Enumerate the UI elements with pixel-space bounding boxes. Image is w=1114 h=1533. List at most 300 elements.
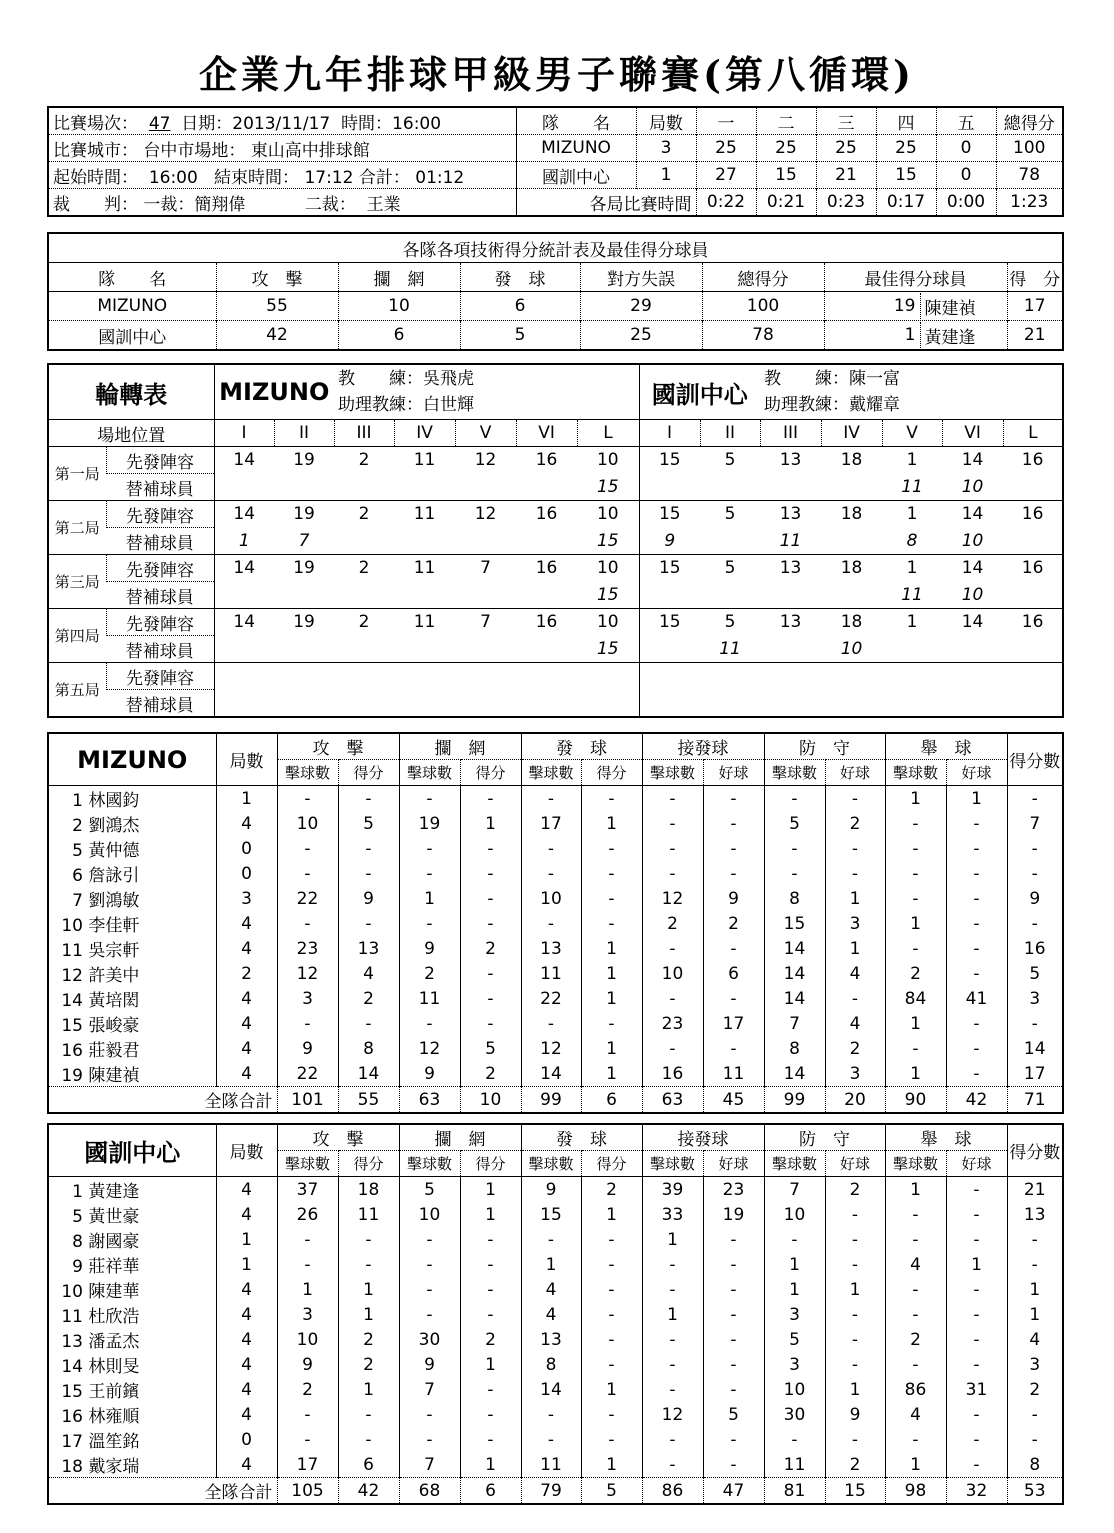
- stat-cell: 1: [885, 786, 946, 812]
- starter-cell: [1003, 663, 1063, 690]
- stat-cell: -: [521, 911, 581, 936]
- total-cell: 86: [642, 1478, 703, 1505]
- stat-cell: -: [581, 1302, 642, 1327]
- player-row: [48, 836, 1063, 861]
- stat-cell: 9: [338, 886, 399, 911]
- stat-cell: 1: [1007, 1302, 1063, 1327]
- group-header: 攻 擊: [277, 733, 399, 760]
- starter-cell: [942, 663, 1003, 690]
- stat-cell: -: [338, 1402, 399, 1427]
- sub-cell: [455, 636, 516, 663]
- stat-cell: -: [581, 1011, 642, 1036]
- stat-cell: 2: [885, 961, 946, 986]
- starter-cell: 14: [942, 447, 1003, 474]
- stat-cell: -: [825, 986, 885, 1011]
- player-name: 15 王前鑌: [61, 1382, 140, 1402]
- starter-cell: 11: [394, 555, 455, 582]
- sub-cell: 10: [961, 476, 984, 497]
- match-info-line-2: 比賽城市： 台中市場地： 東山高中排球館: [48, 135, 516, 162]
- set-name: 第五局: [48, 663, 106, 718]
- stat-cell: -: [642, 986, 703, 1011]
- starter-cell: [334, 663, 394, 690]
- stat-cell: 4: [216, 1177, 277, 1203]
- stat-cell: -: [1007, 1427, 1063, 1452]
- stat-cell: -: [399, 1277, 460, 1302]
- stat-cell: -: [825, 1202, 885, 1227]
- starter-cell: 5: [700, 555, 760, 582]
- stat-cell: -: [885, 1302, 946, 1327]
- stat-cell: -: [399, 1402, 460, 1427]
- stat-cell: -: [460, 861, 521, 886]
- stat-cell: 9: [399, 936, 460, 961]
- sub-cell: [760, 690, 821, 718]
- stat-cell: -: [277, 911, 338, 936]
- starter-cell: 5: [700, 447, 760, 474]
- sub-cell: [639, 582, 700, 609]
- stat-cell: -: [1007, 1252, 1063, 1277]
- sub-cell: [334, 582, 394, 609]
- player-row: [48, 1327, 1063, 1352]
- stat-cell: 10: [277, 1327, 338, 1352]
- stat-cell: 4: [216, 1277, 277, 1302]
- sub-cell: [516, 582, 577, 609]
- stat-cell: -: [277, 1011, 338, 1036]
- stat-cell: 12: [521, 1036, 581, 1061]
- player-row: [48, 811, 1063, 836]
- stat-cell: 2: [460, 1327, 521, 1352]
- stat-cell: -: [764, 786, 825, 812]
- stat-cell: 33: [642, 1202, 703, 1227]
- stat-cell: 12: [642, 1402, 703, 1427]
- total-cell: 68: [399, 1478, 460, 1505]
- points-header: 得分數: [1007, 1124, 1063, 1177]
- stat-cell: 4: [1007, 1327, 1063, 1352]
- stat-cell: 17: [1007, 1061, 1063, 1087]
- starter-cell: 13: [760, 555, 821, 582]
- total-label: 全隊合計: [48, 1478, 277, 1505]
- stat-cell: 1: [825, 886, 885, 911]
- stat-cell: 4: [216, 1352, 277, 1377]
- starter-cell: 1: [882, 555, 942, 582]
- player-row: [48, 1227, 1063, 1252]
- stat-cell: -: [946, 811, 1007, 836]
- stat-cell: 10: [399, 1202, 460, 1227]
- sub-header: 擊球數: [885, 1151, 946, 1177]
- stat-cell: -: [399, 786, 460, 812]
- match-info-line-4: 裁 判： 一裁：簡翔偉 二裁： 王業: [48, 189, 516, 217]
- stat-cell: 17: [277, 1452, 338, 1478]
- starter-cell: 7: [455, 609, 516, 636]
- stat-cell: -: [581, 836, 642, 861]
- total-cell: 10: [460, 1087, 521, 1114]
- stat-cell: 1: [825, 1377, 885, 1402]
- player-name: 5 黃世豪: [72, 1207, 140, 1227]
- position-header: III: [334, 420, 394, 447]
- stat-cell: 2: [460, 936, 521, 961]
- total-cell: 42: [946, 1087, 1007, 1114]
- sub-cell: [334, 636, 394, 663]
- stat-cell: 6: [338, 1452, 399, 1478]
- starter-cell: 15: [639, 501, 700, 528]
- stat-cell: -: [1007, 861, 1063, 886]
- player-row: [48, 936, 1063, 961]
- sub-cell: 11: [719, 638, 741, 659]
- starter-cell: 15: [639, 447, 700, 474]
- sub-cell: [700, 474, 760, 501]
- stat-cell: 1: [946, 1252, 1007, 1277]
- stat-cell: -: [764, 1227, 825, 1252]
- sub-cell: [821, 474, 882, 501]
- team-total-row: [48, 1478, 1063, 1505]
- sub-cell: 15: [596, 476, 619, 497]
- starter-cell: 16: [1003, 555, 1063, 582]
- sub-cell: [274, 636, 334, 663]
- stat-cell: -: [399, 1252, 460, 1277]
- sub-cell: [760, 474, 821, 501]
- sub-cell: [516, 690, 577, 718]
- sub-cell: [639, 690, 700, 718]
- starter-cell: 1: [882, 609, 942, 636]
- sub-cell: 10: [961, 584, 984, 605]
- starter-cell: 2: [334, 501, 394, 528]
- stat-cell: 4: [216, 986, 277, 1011]
- player-name: 7 劉鴻敏: [72, 891, 140, 911]
- stat-cell: 4: [521, 1277, 581, 1302]
- starter-cell: [577, 663, 639, 690]
- sub-cell: [577, 690, 639, 718]
- player-name: 6 詹詠引: [72, 866, 140, 886]
- starter-cell: 19: [274, 501, 334, 528]
- sub-header: 擊球數: [521, 760, 581, 786]
- total-cell: 81: [764, 1478, 825, 1505]
- sub-cell: [639, 474, 700, 501]
- stat-cell: -: [460, 1252, 521, 1277]
- stat-cell: -: [946, 1202, 1007, 1227]
- starter-cell: 19: [274, 447, 334, 474]
- player-row: [48, 1252, 1063, 1277]
- stat-cell: 3: [277, 1302, 338, 1327]
- stat-cell: 2: [703, 911, 764, 936]
- tech-row-a: MIZUNO 55 10 6 29 100 19 陳建禎 17: [48, 292, 1063, 321]
- sub-cell: 11: [779, 530, 802, 551]
- sub-cell: [214, 690, 274, 718]
- stat-cell: -: [338, 1252, 399, 1277]
- stat-cell: -: [460, 1302, 521, 1327]
- total-cell: 105: [277, 1478, 338, 1505]
- stat-cell: -: [642, 1427, 703, 1452]
- sub-cell: [1003, 582, 1063, 609]
- stat-cell: 14: [1007, 1036, 1063, 1061]
- stat-cell: 2: [642, 911, 703, 936]
- stat-cell: 30: [764, 1402, 825, 1427]
- starter-cell: 5: [700, 501, 760, 528]
- group-header: 接發球: [642, 1124, 764, 1151]
- stat-cell: -: [825, 1302, 885, 1327]
- starter-cell: 18: [821, 609, 882, 636]
- stat-cell: -: [825, 1352, 885, 1377]
- starter-cell: 16: [516, 501, 577, 528]
- stat-cell: 4: [216, 1402, 277, 1427]
- starter-cell: [394, 663, 455, 690]
- page-title: 企業九年排球甲級男子聯賽(第八循環): [199, 52, 915, 97]
- stat-cell: 15: [764, 911, 825, 936]
- rotation-team-b: 國訓中心: [639, 364, 760, 420]
- stat-cell: 6: [703, 961, 764, 986]
- stat-cell: 13: [521, 1327, 581, 1352]
- stat-cell: 10: [764, 1202, 825, 1227]
- sub-header: 擊球數: [642, 1151, 703, 1177]
- player-row: [48, 1377, 1063, 1402]
- sub-cell: 15: [596, 638, 619, 659]
- stat-cell: 22: [521, 986, 581, 1011]
- stat-cell: 5: [764, 1327, 825, 1352]
- stat-cell: -: [946, 1177, 1007, 1203]
- match-info-line-1: 比賽場次： 47 日期：2013/11/17 時間：16:00: [53, 113, 442, 134]
- stat-cell: -: [399, 1227, 460, 1252]
- player-row: [48, 986, 1063, 1011]
- stat-cell: 18: [338, 1177, 399, 1203]
- stat-cell: -: [946, 1327, 1007, 1352]
- rotation-set-row: [48, 663, 1063, 690]
- position-header: IV: [394, 420, 455, 447]
- starter-label: 先發陣容: [106, 555, 214, 582]
- stat-cell: 9: [277, 1036, 338, 1061]
- sub-cell: [274, 474, 334, 501]
- player-name: 1 黃建逢: [48, 1177, 216, 1203]
- stat-cell: -: [581, 1277, 642, 1302]
- stat-cell: 5: [1007, 961, 1063, 986]
- player-name: 13 潘孟杰: [61, 1332, 140, 1352]
- sub-cell: [942, 636, 1003, 663]
- starter-cell: 10: [577, 447, 639, 474]
- stat-cell: 11: [703, 1061, 764, 1087]
- stat-cell: 9: [521, 1177, 581, 1203]
- total-cell: 99: [764, 1087, 825, 1114]
- stat-cell: -: [825, 1427, 885, 1452]
- stat-cell: -: [399, 1427, 460, 1452]
- starter-cell: 11: [394, 501, 455, 528]
- team-total-row: [48, 1087, 1063, 1114]
- tech-row-b: 國訓中心 42 6 5 25 78 1 黃建逢 21: [48, 321, 1063, 351]
- total-cell: 98: [885, 1478, 946, 1505]
- stat-cell: -: [885, 1352, 946, 1377]
- stat-cell: -: [521, 1427, 581, 1452]
- stat-cell: 9: [1007, 886, 1063, 911]
- group-header: 攻 擊: [277, 1124, 399, 1151]
- player-name: 16 莊毅君: [61, 1041, 140, 1061]
- sub-header: 好球: [946, 1151, 1007, 1177]
- stat-cell: -: [521, 1227, 581, 1252]
- stat-cell: 2: [825, 1177, 885, 1203]
- sub-cell: [1003, 690, 1063, 718]
- sub-header: 好球: [825, 760, 885, 786]
- stat-cell: 4: [825, 1011, 885, 1036]
- sub-cell: 11: [901, 476, 923, 497]
- stat-cell: 1: [946, 786, 1007, 812]
- match-info-table: 比賽場次： 47 日期：2013/11/17 時間：16:00 隊 名 局數 一 二 三 四 五 總得分 比賽城市： 台中市場地： 東山高中排球館 MIZUNO 3 25 25 25 25 0 100 起始時間： 16:00 結束時間： 17:12 合計： 01:12 國訓中心 1 27 15 21 15 0 78 裁 判： 一裁：簡翔偉 二裁： 王業 各局比賽時間 0:22 0:21 0:23 0:17 0:00 1:23: [47, 106, 1064, 217]
- stat-cell: 17: [703, 1011, 764, 1036]
- sub-cell: 10: [961, 530, 984, 551]
- sub-header: 好球: [825, 1151, 885, 1177]
- total-cell: 53: [1007, 1478, 1063, 1505]
- starter-cell: 19: [274, 555, 334, 582]
- stat-cell: 12: [642, 886, 703, 911]
- stat-cell: 23: [277, 936, 338, 961]
- starter-cell: 12: [455, 447, 516, 474]
- total-cell: 45: [703, 1087, 764, 1114]
- sub-header: 好球: [946, 760, 1007, 786]
- stat-cell: 2: [1007, 1377, 1063, 1402]
- stat-cell: 41: [946, 986, 1007, 1011]
- stat-cell: -: [703, 1036, 764, 1061]
- stat-cell: -: [399, 836, 460, 861]
- stat-cell: 4: [521, 1302, 581, 1327]
- stat-cell: 84: [885, 986, 946, 1011]
- stat-cell: 2: [825, 1452, 885, 1478]
- starter-cell: 2: [334, 447, 394, 474]
- stat-cell: -: [885, 936, 946, 961]
- stat-cell: -: [885, 1427, 946, 1452]
- set-name: 第三局: [48, 555, 106, 609]
- group-header: 防 守: [764, 1124, 885, 1151]
- set-name: 第四局: [48, 609, 106, 663]
- total-cell: 6: [581, 1087, 642, 1114]
- player-name: 8 謝國豪: [72, 1232, 140, 1252]
- stat-cell: 1: [460, 1352, 521, 1377]
- stat-cell: -: [581, 911, 642, 936]
- player-row: [48, 1452, 1063, 1478]
- stat-cell: 12: [277, 961, 338, 986]
- player-row: [48, 911, 1063, 936]
- stat-cell: 1: [642, 1227, 703, 1252]
- starter-cell: 13: [760, 609, 821, 636]
- stat-cell: 14: [338, 1061, 399, 1087]
- stat-cell: 3: [216, 886, 277, 911]
- stat-cell: 23: [703, 1177, 764, 1203]
- sub-cell: [214, 582, 274, 609]
- stat-cell: 1: [581, 1377, 642, 1402]
- position-header: V: [455, 420, 516, 447]
- stat-cell: 1: [216, 1252, 277, 1277]
- stat-cell: -: [946, 1427, 1007, 1452]
- stat-cell: 2: [216, 961, 277, 986]
- stat-cell: 1: [885, 1177, 946, 1203]
- player-row: [48, 1061, 1063, 1087]
- stat-cell: 1: [825, 1277, 885, 1302]
- player-name: 10 陳建華: [61, 1282, 140, 1302]
- stat-cell: -: [764, 836, 825, 861]
- player-name: 12 許美中: [61, 966, 140, 986]
- stat-cell: 11: [764, 1452, 825, 1478]
- stat-cell: 1: [338, 1277, 399, 1302]
- stat-cell: 9: [399, 1061, 460, 1087]
- stat-cell: 22: [277, 886, 338, 911]
- set-name: 第一局: [48, 447, 106, 501]
- player-row: [48, 1177, 1063, 1203]
- stat-cell: -: [581, 1252, 642, 1277]
- sub-label: 替補球員: [106, 690, 214, 718]
- stat-cell: -: [885, 811, 946, 836]
- stat-cell: -: [703, 1277, 764, 1302]
- sub-header: 得分: [581, 760, 642, 786]
- stat-cell: 8: [338, 1036, 399, 1061]
- stat-cell: -: [946, 1011, 1007, 1036]
- stat-cell: 1: [581, 1036, 642, 1061]
- total-cell: 47: [703, 1478, 764, 1505]
- stat-cell: 1: [825, 936, 885, 961]
- total-cell: 99: [521, 1087, 581, 1114]
- starter-label: 先發陣容: [106, 609, 214, 636]
- stat-cell: 1: [338, 1377, 399, 1402]
- stat-cell: 0: [216, 836, 277, 861]
- stat-cell: 1: [216, 786, 277, 812]
- total-cell: 90: [885, 1087, 946, 1114]
- starter-cell: 18: [821, 447, 882, 474]
- sub-cell: [639, 636, 700, 663]
- starter-label: 先發陣容: [106, 447, 214, 474]
- stat-cell: -: [764, 1427, 825, 1452]
- player-name: 5 黃仲德: [72, 841, 140, 861]
- stat-cell: 14: [764, 1061, 825, 1087]
- stat-cell: -: [946, 1452, 1007, 1478]
- stat-cell: 2: [338, 986, 399, 1011]
- starter-cell: [214, 663, 274, 690]
- sub-cell: [882, 636, 942, 663]
- position-header: V: [882, 420, 942, 447]
- starter-cell: 19: [274, 609, 334, 636]
- stat-cell: 4: [216, 936, 277, 961]
- starter-cell: 14: [214, 609, 274, 636]
- stat-cell: 0: [216, 1427, 277, 1452]
- stat-cell: 8: [1007, 1452, 1063, 1478]
- set-name: 第二局: [48, 501, 106, 555]
- starter-cell: 2: [334, 555, 394, 582]
- stat-cell: 13: [338, 936, 399, 961]
- stat-cell: -: [581, 1352, 642, 1377]
- stat-cell: -: [885, 836, 946, 861]
- stat-cell: -: [946, 961, 1007, 986]
- player-name: 14 林則旻: [61, 1357, 140, 1377]
- group-header: 發 球: [521, 733, 642, 760]
- player-name: 19 陳建禎: [61, 1066, 140, 1086]
- total-cell: 63: [399, 1087, 460, 1114]
- stat-cell: -: [885, 861, 946, 886]
- rotation-set-row: [48, 555, 1063, 582]
- starter-cell: [516, 663, 577, 690]
- stat-cell: -: [1007, 911, 1063, 936]
- stat-cell: 3: [1007, 986, 1063, 1011]
- player-row: [48, 1036, 1063, 1061]
- sub-label: 替補球員: [106, 474, 214, 501]
- sets-header: 局數: [216, 733, 277, 786]
- sub-header: 得分: [460, 1151, 521, 1177]
- stat-cell: 2: [581, 1177, 642, 1203]
- sub-cell: [700, 528, 760, 555]
- stat-cell: 1: [399, 886, 460, 911]
- stat-cell: -: [642, 1252, 703, 1277]
- position-header: VI: [516, 420, 577, 447]
- stat-cell: -: [642, 861, 703, 886]
- stat-cell: 1: [581, 1061, 642, 1087]
- stat-cell: -: [460, 1011, 521, 1036]
- starter-cell: 11: [394, 447, 455, 474]
- stat-cell: 1: [277, 1277, 338, 1302]
- player-row: [48, 786, 1063, 812]
- stat-cell: 1: [581, 1452, 642, 1478]
- group-header: 攔 網: [399, 1124, 521, 1151]
- stat-cell: -: [642, 1452, 703, 1478]
- technical-stats-table: 各隊各項技術得分統計表及最佳得分球員 隊 名 攻 擊 攔 網 發 球 對方失誤 總得分 最佳得分球員 得 分 MIZUNO 55 10 6 29 100 19 陳建禎 17 國訓中心 42 6 5 25 78 1 黃建逢 21: [47, 232, 1064, 351]
